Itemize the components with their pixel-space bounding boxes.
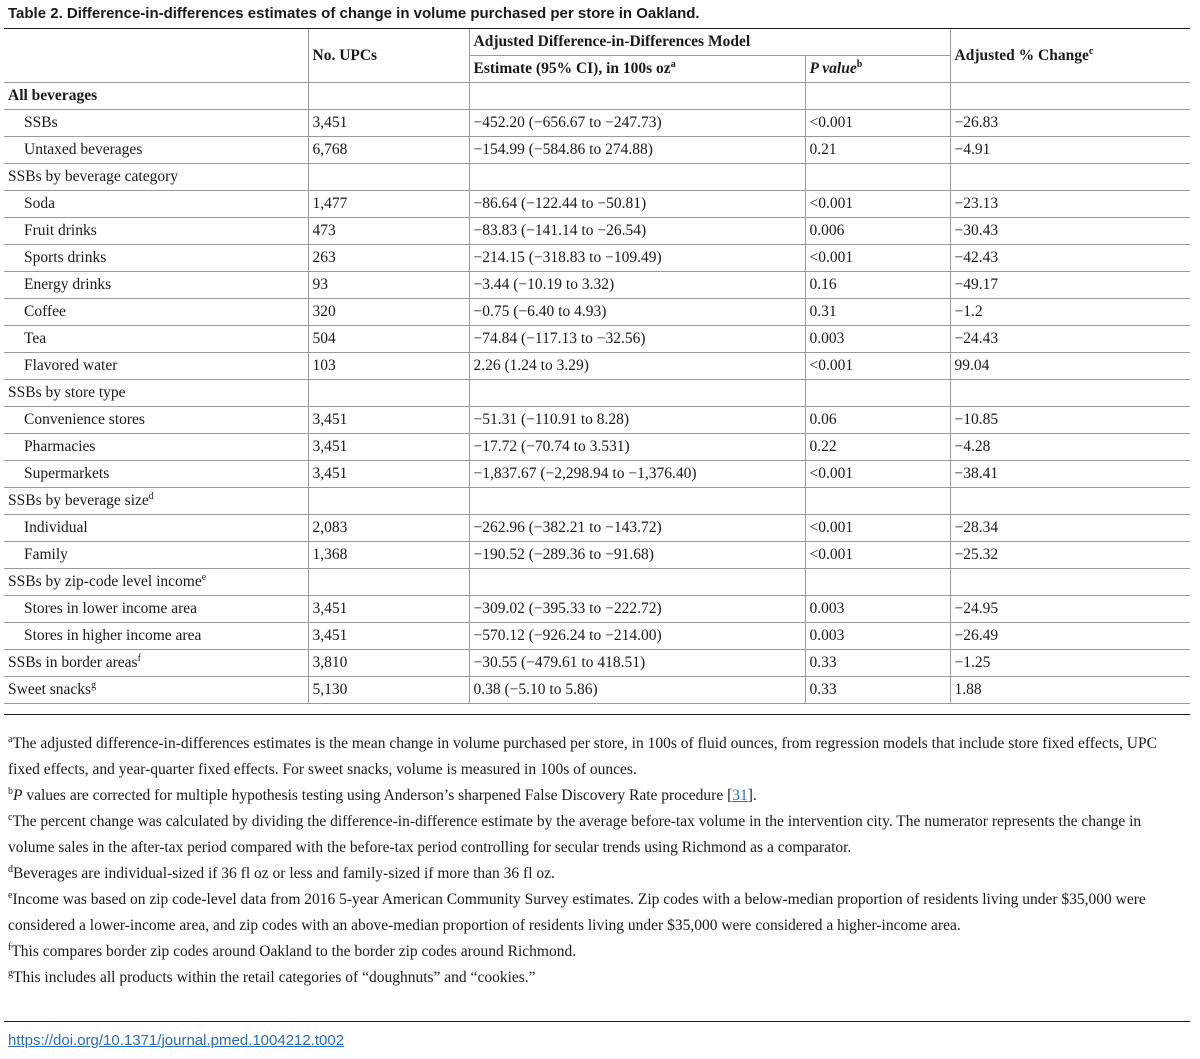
table-row-border-areas bbox=[4, 650, 1190, 677]
group-label: SSBs by beverage size$^d$ bbox=[4, 488, 308, 515]
table-cell: 0.006 bbox=[805, 218, 950, 245]
table-cell: Individual bbox=[4, 515, 308, 542]
table-row bbox=[4, 542, 1190, 569]
table-cell: <0.001 bbox=[805, 461, 950, 488]
table-cell: −154.99 (−584.86 to 274.88) bbox=[469, 137, 805, 164]
table-row bbox=[4, 245, 1190, 272]
table-row bbox=[4, 434, 1190, 461]
table-cell: −83.83 (−141.14 to −26.54) bbox=[469, 218, 805, 245]
caption-label: Table 2. bbox=[8, 5, 63, 22]
group-label: SSBs by store type bbox=[4, 380, 308, 407]
table-cell: 0.16 bbox=[805, 272, 950, 299]
table-cell: −24.95 bbox=[950, 596, 1190, 623]
table-cell: 99.04 bbox=[950, 353, 1190, 380]
table-cell: <0.001 bbox=[805, 353, 950, 380]
table-cell: <0.001 bbox=[805, 191, 950, 218]
table-cell: 103 bbox=[308, 353, 469, 380]
table-cell: 0.21 bbox=[805, 137, 950, 164]
table-cell bbox=[469, 488, 805, 515]
table-cell: 320 bbox=[308, 299, 469, 326]
table-cell: −10.85 bbox=[950, 407, 1190, 434]
table-row bbox=[4, 110, 1190, 137]
table-cell: 263 bbox=[308, 245, 469, 272]
table-row bbox=[4, 596, 1190, 623]
header-estimate: Estimate (95% CI), in 100s $oz^a$ bbox=[469, 56, 805, 83]
reference-link[interactable]: 31 bbox=[732, 787, 748, 804]
table-row bbox=[4, 515, 1190, 542]
table-cell bbox=[950, 569, 1190, 596]
header-empty-cell bbox=[4, 29, 308, 83]
table-cell: −30.43 bbox=[950, 218, 1190, 245]
table-cell bbox=[469, 569, 805, 596]
header-adjusted-change: Adjusted % Change$^c$ bbox=[950, 29, 1190, 83]
table-cell bbox=[469, 83, 805, 110]
table-cell: Soda bbox=[4, 191, 308, 218]
table-cell: Convenience stores bbox=[4, 407, 308, 434]
table-cell: 6,768 bbox=[308, 137, 469, 164]
group-label: SSBs by zip-code level income$^e$ bbox=[4, 569, 308, 596]
table-cell: 1,368 bbox=[308, 542, 469, 569]
table-cell: −4.91 bbox=[950, 137, 1190, 164]
results-table bbox=[4, 29, 1190, 704]
table-cell: 0.22 bbox=[805, 434, 950, 461]
table-cell: −23.13 bbox=[950, 191, 1190, 218]
doi-link[interactable]: https://doi.org/10.1371/journal.pmed.1004212.t002 bbox=[8, 1032, 345, 1049]
table-cell: Untaxed beverages bbox=[4, 137, 308, 164]
header-model: Adjusted Difference-in-Differences Model bbox=[469, 29, 950, 56]
table-cell: −51.31 (−110.91 to 8.28) bbox=[469, 407, 805, 434]
table-cell: 0.06 bbox=[805, 407, 950, 434]
table-cell: −1.25 bbox=[950, 650, 1190, 677]
table-cell: 3,451 bbox=[308, 434, 469, 461]
table-cell: −309.02 (−395.33 to −222.72) bbox=[469, 596, 805, 623]
table-cell: 93 bbox=[308, 272, 469, 299]
table-cell: Pharmacies bbox=[4, 434, 308, 461]
table-cell bbox=[308, 569, 469, 596]
table-cell bbox=[308, 83, 469, 110]
table-row-sweet-snacks bbox=[4, 677, 1190, 704]
table-cell: <0.001 bbox=[805, 515, 950, 542]
table-cell: Flavored water bbox=[4, 353, 308, 380]
table-row bbox=[4, 191, 1190, 218]
table-cell: 0.003 bbox=[805, 326, 950, 353]
table-cell: 504 bbox=[308, 326, 469, 353]
table-cell: −1.2 bbox=[950, 299, 1190, 326]
group-label: All beverages bbox=[4, 83, 308, 110]
table-cell: Stores in lower income area bbox=[4, 596, 308, 623]
table-cell: Energy drinks bbox=[4, 272, 308, 299]
table-row bbox=[4, 137, 1190, 164]
table-cell: 3,451 bbox=[308, 461, 469, 488]
table-cell bbox=[308, 164, 469, 191]
table-cell: 0.38 (−5.10 to 5.86) bbox=[469, 677, 805, 704]
group-row-all-beverages bbox=[4, 83, 1190, 110]
table-cell bbox=[950, 380, 1190, 407]
table-cell: −26.49 bbox=[950, 623, 1190, 650]
table-row bbox=[4, 623, 1190, 650]
footnote-c: $^c$The percent change was calculated by dividing the difference-in-difference estimate by the average before-tax volume in the intervention city. The numerator represents the change in volume sales in the after-tax period compared with the before-tax period controlling for secular trends using Richmond as a comparator. bbox=[8, 811, 1142, 856]
table-cell: 2,083 bbox=[308, 515, 469, 542]
table-cell: −570.12 (−926.24 to −214.00) bbox=[469, 623, 805, 650]
table-cell: 3,810 bbox=[308, 650, 469, 677]
table-cell: <0.001 bbox=[805, 110, 950, 137]
table-cell: −4.28 bbox=[950, 434, 1190, 461]
table-caption bbox=[8, 4, 1198, 24]
table-row bbox=[4, 407, 1190, 434]
table-cell: −262.96 (−382.21 to −143.72) bbox=[469, 515, 805, 542]
table-cell: −3.44 (−10.19 to 3.32) bbox=[469, 272, 805, 299]
group-row-beverage-size bbox=[4, 488, 1190, 515]
table-cell: 3,451 bbox=[308, 623, 469, 650]
header-row-1 bbox=[4, 29, 1190, 56]
table-cell: <0.001 bbox=[805, 245, 950, 272]
table-cell: SSBs in border areas$^f$ bbox=[4, 650, 308, 677]
group-row-store-type bbox=[4, 380, 1190, 407]
footnote-b: $^b$P values are corrected for multiple hypothesis testing using Anderson’s sharpened False Discovery Rate procedure [31]. bbox=[8, 785, 757, 804]
table-cell bbox=[469, 380, 805, 407]
caption-text: Difference-in-differences estimates of change in volume purchased per store in Oakland. bbox=[66, 5, 700, 22]
table-cell: −49.17 bbox=[950, 272, 1190, 299]
footnote-d: $^d$Beverages are individual-sized if 36 fl oz or less and family-sized if more than 36 fl oz. bbox=[8, 863, 555, 882]
table-bottom-rule bbox=[4, 714, 1190, 715]
footnote-bottom-rule bbox=[4, 1021, 1190, 1022]
table-cell: −38.41 bbox=[950, 461, 1190, 488]
footnote-a: $^a$The adjusted difference-in-differences estimates is the mean change in volume purchased per store, in 100s of fluid ounces, from regression models that include store fixed effects, UPC fixed effects, and year-quarter fixed effects. For sweet snacks, volume is measured in 100s of ounces. bbox=[8, 733, 1157, 778]
table-cell bbox=[805, 380, 950, 407]
table-row bbox=[4, 461, 1190, 488]
table-cell bbox=[950, 164, 1190, 191]
header-pvalue: P value$^b$ bbox=[805, 56, 950, 83]
table-cell: −214.15 (−318.83 to −109.49) bbox=[469, 245, 805, 272]
table-cell: −26.83 bbox=[950, 110, 1190, 137]
table-cell: 3,451 bbox=[308, 110, 469, 137]
table-cell: Fruit drinks bbox=[4, 218, 308, 245]
table-cell: 2.26 (1.24 to 3.29) bbox=[469, 353, 805, 380]
footnote-f: $^f$This compares border zip codes around Oakland to the border zip codes around Richmond. bbox=[8, 941, 577, 960]
table-cell: −190.52 (−289.36 to −91.68) bbox=[469, 542, 805, 569]
table-cell: Coffee bbox=[4, 299, 308, 326]
table-cell bbox=[469, 164, 805, 191]
table-cell: 0.33 bbox=[805, 677, 950, 704]
table-cell: Tea bbox=[4, 326, 308, 353]
table-cell: −25.32 bbox=[950, 542, 1190, 569]
table-cell: 0.003 bbox=[805, 623, 950, 650]
table-cell bbox=[308, 488, 469, 515]
table-cell: Sweet snacks$^g$ bbox=[4, 677, 308, 704]
table-cell: −86.64 (−122.44 to −50.81) bbox=[469, 191, 805, 218]
table-cell bbox=[805, 488, 950, 515]
table-cell: −0.75 (−6.40 to 4.93) bbox=[469, 299, 805, 326]
table-row bbox=[4, 326, 1190, 353]
table-cell: Stores in higher income area bbox=[4, 623, 308, 650]
table-cell bbox=[950, 488, 1190, 515]
table-cell: 1,477 bbox=[308, 191, 469, 218]
footnote-e: $^e$Income was based on zip code-level data from 2016 5-year American Community Survey estimates. Zip codes with a below-median proportion of residents living under $35,000 were considered a lower-income area, and zip codes with an above-median proportion of residents living under $35,000 were considered a higher-income area. bbox=[8, 889, 1146, 934]
table-cell bbox=[805, 569, 950, 596]
table-cell: 473 bbox=[308, 218, 469, 245]
table-row bbox=[4, 353, 1190, 380]
table-cell: 5,130 bbox=[308, 677, 469, 704]
table-cell: −452.20 (−656.67 to −247.73) bbox=[469, 110, 805, 137]
table-cell bbox=[950, 83, 1190, 110]
table-cell: 0.31 bbox=[805, 299, 950, 326]
group-row-beverage-category bbox=[4, 164, 1190, 191]
table-cell bbox=[308, 380, 469, 407]
table-cell: SSBs bbox=[4, 110, 308, 137]
table-cell: −1,837.67 (−2,298.94 to −1,376.40) bbox=[469, 461, 805, 488]
table-cell: −28.34 bbox=[950, 515, 1190, 542]
table-cell: 0.33 bbox=[805, 650, 950, 677]
table-row bbox=[4, 299, 1190, 326]
table-cell: 3,451 bbox=[308, 596, 469, 623]
table-cell: <0.001 bbox=[805, 542, 950, 569]
table-row bbox=[4, 272, 1190, 299]
table-cell bbox=[805, 164, 950, 191]
table-cell: Supermarkets bbox=[4, 461, 308, 488]
table-cell: Family bbox=[4, 542, 308, 569]
footnote-g: $^g$This includes all products within the retail categories of “doughnuts” and “cookies.” bbox=[8, 967, 536, 986]
group-row-income bbox=[4, 569, 1190, 596]
table-cell: Sports drinks bbox=[4, 245, 308, 272]
table-cell: −74.84 (−117.13 to −32.56) bbox=[469, 326, 805, 353]
table-cell: 1.88 bbox=[950, 677, 1190, 704]
table-cell: −42.43 bbox=[950, 245, 1190, 272]
table-cell: 0.003 bbox=[805, 596, 950, 623]
table-cell: −30.55 (−479.61 to 418.51) bbox=[469, 650, 805, 677]
header-no-upcs: No. UPCs bbox=[308, 29, 469, 83]
table-footnotes bbox=[8, 731, 1188, 991]
table-cell bbox=[805, 83, 950, 110]
table-cell: −24.43 bbox=[950, 326, 1190, 353]
table-cell: 3,451 bbox=[308, 407, 469, 434]
group-label: SSBs by beverage category bbox=[4, 164, 308, 191]
table-cell: −17.72 (−70.74 to 3.531) bbox=[469, 434, 805, 461]
table-row bbox=[4, 218, 1190, 245]
